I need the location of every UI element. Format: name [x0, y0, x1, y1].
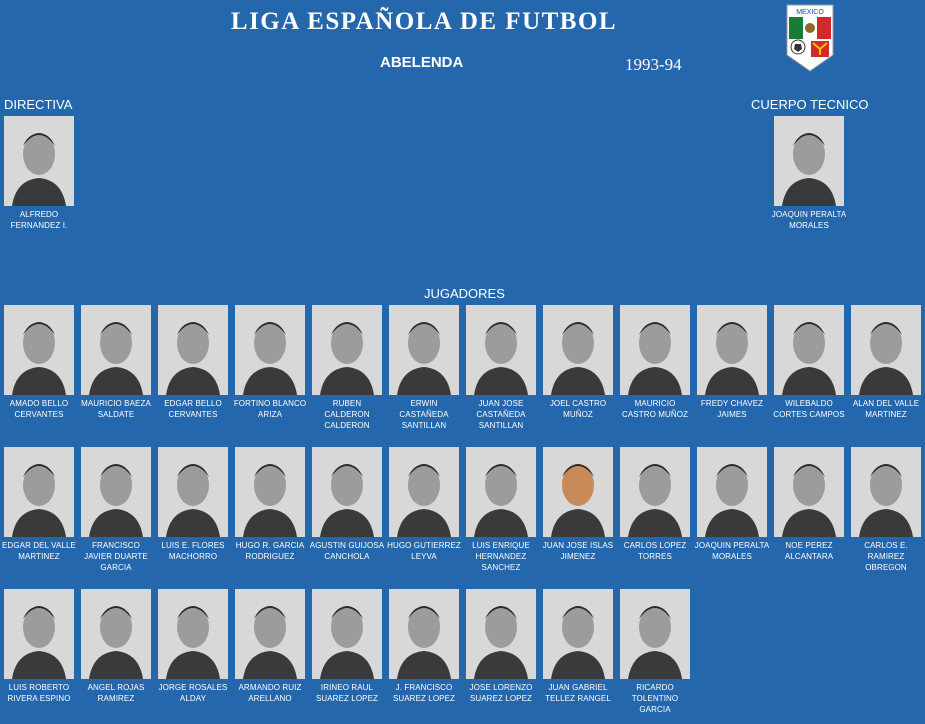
- portrait-photo: [774, 305, 844, 395]
- portrait-photo: [851, 305, 921, 395]
- player-card: [540, 305, 616, 420]
- player-card: [1, 447, 77, 562]
- player-card: [463, 305, 539, 431]
- player-name: MAURICIO CASTRO MUÑOZ: [621, 399, 689, 419]
- portrait-photo: [81, 305, 151, 395]
- league-title: LIGA ESPAÑOLA DE FUTBOL: [230, 8, 618, 35]
- player-name: ERWIN CASTAÑEDA SANTILLAN: [399, 399, 449, 430]
- player-name: ANGEL ROJAS RAMIREZ: [87, 683, 145, 703]
- portrait-photo: [81, 447, 151, 537]
- section-cuerpo-tecnico: CUERPO TECNICO: [751, 97, 869, 112]
- portrait-photo: [81, 589, 151, 679]
- portrait-photo: [466, 305, 536, 395]
- player-name: NOE PEREZ ALCANTARA: [784, 541, 834, 561]
- player-name: LUIS E. FLORES MACHORRO: [161, 541, 225, 561]
- portrait-photo: [543, 589, 613, 679]
- player-name: AGUSTIN GUIJOSA CANCHOLA: [309, 541, 385, 561]
- portrait-photo: [620, 305, 690, 395]
- player-card: [309, 447, 385, 562]
- portrait-photo: [389, 589, 459, 679]
- player-card: [232, 589, 308, 704]
- player-name: CARLOS LOPEZ TORRES: [623, 541, 687, 561]
- player-card: [771, 447, 847, 562]
- player-name: J. FRANCISCO SUAREZ LOPEZ: [392, 683, 456, 703]
- player-card: [848, 447, 924, 573]
- person-name: ALFREDO FERNANDEZ I.: [10, 210, 68, 230]
- player-card: [309, 305, 385, 431]
- player-name: EDGAR DEL VALLE MARTINEZ: [2, 541, 76, 561]
- staff-member: [771, 116, 847, 231]
- player-card: [309, 589, 385, 704]
- player-card: [155, 447, 231, 562]
- portrait-photo: [389, 305, 459, 395]
- portrait-photo: [389, 447, 459, 537]
- player-card: [155, 589, 231, 704]
- portrait-photo: [312, 305, 382, 395]
- portrait-photo: [235, 589, 305, 679]
- portrait-photo: [4, 589, 74, 679]
- season-label: 1993-94: [625, 55, 682, 74]
- player-name: JOSE LORENZO SUAREZ LOPEZ: [469, 683, 533, 703]
- portrait-photo: [158, 305, 228, 395]
- player-card: [1, 305, 77, 420]
- player-name: JUAN GABRIEL TELLEZ RANGEL: [545, 683, 611, 703]
- player-name: HUGO R. GARCIA RODRIGUEZ: [235, 541, 305, 561]
- player-name: FREDY CHAVEZ JAIMES: [700, 399, 764, 419]
- player-name: FRANCISCO JAVIER DUARTE GARCIA: [84, 541, 148, 572]
- player-card: [694, 305, 770, 420]
- portrait-photo: [620, 447, 690, 537]
- player-card: [386, 447, 462, 562]
- player-name: RICARDO TOLENTINO GARCIA: [631, 683, 679, 714]
- person-name: JOAQUIN PERALTA MORALES: [771, 210, 847, 230]
- crest-shield-icon: [785, 3, 835, 73]
- portrait-photo: [774, 447, 844, 537]
- player-name: WILEBALDO CORTES CAMPOS: [773, 399, 845, 419]
- portrait-photo: [543, 305, 613, 395]
- player-card: [617, 589, 693, 715]
- player-card: [771, 305, 847, 420]
- player-name: LUIS ENRIQUE HERNANDEZ SANCHEZ: [472, 541, 530, 572]
- portrait-photo: [4, 447, 74, 537]
- player-card: [463, 447, 539, 573]
- player-name: RUBEN CALDERON CALDERON: [324, 399, 370, 430]
- player-name: ARMANDO RUIZ ARELLANO: [238, 683, 302, 703]
- player-card: [232, 305, 308, 420]
- player-name: ALAN DEL VALLE MARTINEZ: [852, 399, 920, 419]
- portrait-photo: [312, 589, 382, 679]
- portrait-photo: [620, 589, 690, 679]
- player-name: LUIS ROBERTO RIVERA ESPINO: [7, 683, 71, 703]
- portrait-photo: [466, 447, 536, 537]
- portrait-photo: [312, 447, 382, 537]
- directiva-member: [1, 116, 77, 231]
- portrait-photo: [158, 589, 228, 679]
- portrait-photo: [851, 447, 921, 537]
- player-card: [540, 447, 616, 562]
- player-name: EDGAR BELLO CERVANTES: [164, 399, 222, 419]
- player-name: MAURICIO BAEZA SALDATE: [81, 399, 151, 419]
- player-name: JUAN JOSE ISLAS JIMENEZ: [542, 541, 614, 561]
- player-name: JOAQUIN PERALTA MORALES: [694, 541, 770, 561]
- player-card: [540, 589, 616, 704]
- player-name: CARLOS E. RAMIREZ OBREGON: [864, 541, 908, 572]
- player-card: [78, 305, 154, 420]
- player-card: [232, 447, 308, 562]
- portrait-photo: [697, 305, 767, 395]
- player-card: [694, 447, 770, 562]
- player-card: [1, 589, 77, 704]
- player-card: [617, 305, 693, 420]
- player-name: FORTINO BLANCO ARIZA: [233, 399, 307, 419]
- portrait-photo: [158, 447, 228, 537]
- player-card: [463, 589, 539, 704]
- player-card: [386, 589, 462, 704]
- portrait-photo: [235, 305, 305, 395]
- player-name: JOEL CASTRO MUÑOZ: [549, 399, 607, 419]
- portrait-photo: [697, 447, 767, 537]
- player-name: HUGO GUTIERREZ LEYVA: [387, 541, 461, 561]
- portrait-photo: [4, 305, 74, 395]
- portrait-photo: [543, 447, 613, 537]
- player-name: AMADO BELLO CERVANTES: [9, 399, 69, 419]
- crest-label: MEXICO: [796, 9, 824, 16]
- portrait-photo: [466, 589, 536, 679]
- portrait-photo: [235, 447, 305, 537]
- player-name: JORGE ROSALES ALDAY: [158, 683, 228, 703]
- player-card: [617, 447, 693, 562]
- player-name: JUAN JOSE CASTAÑEDA SANTILLAN: [476, 399, 526, 430]
- section-jugadores: JUGADORES: [424, 286, 505, 301]
- player-name: IRINEO RAUL SUAREZ LOPEZ: [315, 683, 379, 703]
- player-card: [848, 305, 924, 420]
- portrait-photo: [4, 116, 74, 206]
- team-name: ABELENDA: [380, 54, 464, 71]
- section-directiva: DIRECTIVA: [4, 97, 73, 112]
- player-card: [155, 305, 231, 420]
- team-crest: [785, 3, 835, 73]
- player-card: [78, 589, 154, 704]
- player-card: [386, 305, 462, 431]
- player-card: [78, 447, 154, 573]
- portrait-photo: [774, 116, 844, 206]
